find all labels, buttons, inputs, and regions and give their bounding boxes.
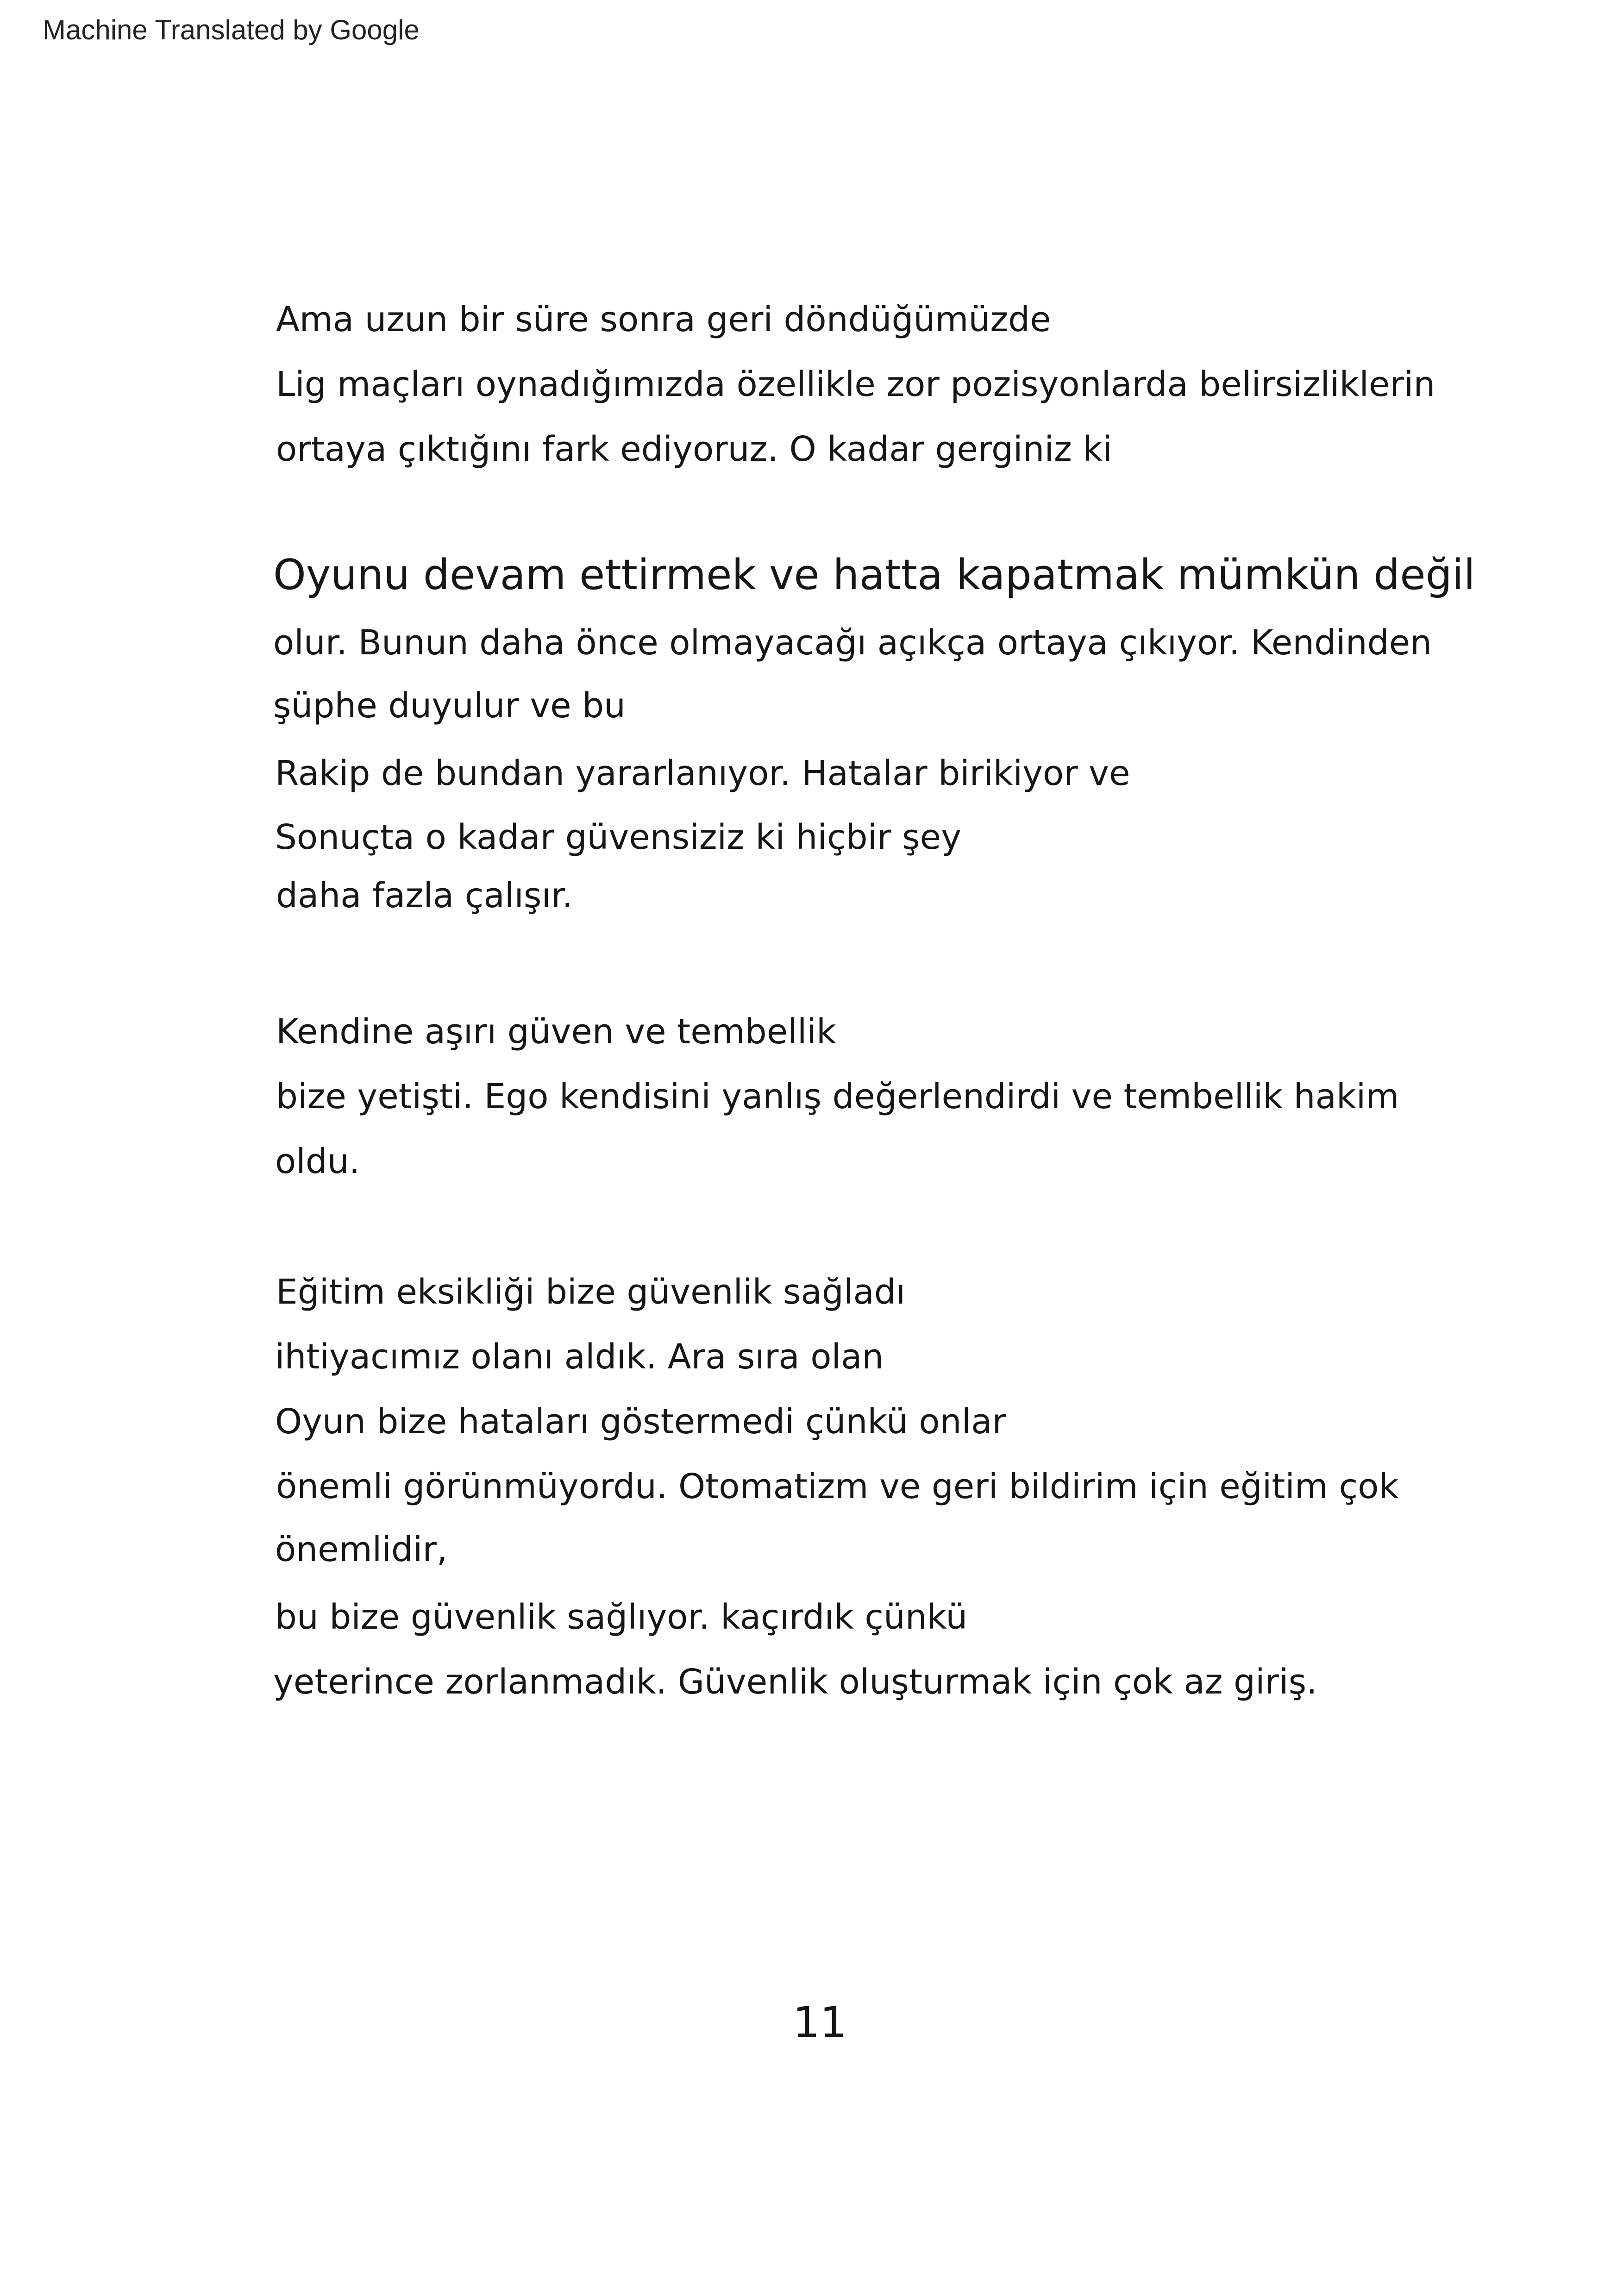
text-line: ihtiyacımız olanı aldık. Ara sıra olan	[275, 1337, 884, 1377]
text-line: bize yetişti. Ego kendisini yanlış değerlendirdi ve tembellik hakim	[276, 1077, 1399, 1117]
page-number: 11	[793, 1998, 847, 2047]
text-line: Rakip de bundan yararlanıyor. Hatalar birikiyor ve	[275, 753, 1130, 793]
text-line: önemlidir,	[275, 1530, 448, 1569]
text-line: Sonuçta o kadar güvensiziz ki hiçbir şey	[275, 817, 961, 857]
text-line: önemli görünmüyordu. Otomatizm ve geri bildirim için eğitim çok	[276, 1467, 1399, 1506]
text-line: daha fazla çalışır.	[276, 876, 573, 916]
machine-translation-header: Machine Translated by Google	[43, 14, 420, 45]
text-line: Oyun bize hataları göstermedi çünkü onlar	[275, 1402, 1006, 1442]
text-line: Kendine aşırı güven ve tembellik	[276, 1012, 836, 1052]
text-line: olur. Bunun daha önce olmayacağı açıkça ortaya çıkıyor. Kendinden	[273, 623, 1432, 663]
text-line: ortaya çıktığını fark ediyoruz. O kadar gerginiz ki	[276, 429, 1112, 469]
text-line: yeterince zorlanmadık. Güvenlik oluşturmak için çok az giriş.	[273, 1662, 1317, 1702]
text-line: şüphe duyulur ve bu	[273, 686, 626, 726]
text-line: oldu.	[275, 1142, 360, 1181]
text-line: Ama uzun bir süre sonra geri döndüğümüzde	[276, 300, 1051, 339]
text-line: Eğitim eksikliği bize güvenlik sağladı	[276, 1272, 906, 1312]
text-line: Lig maçları oynadığımızda özellikle zor pozisyonlarda belirsizliklerin	[276, 364, 1435, 404]
text-line: Oyunu devam ettirmek ve hatta kapatmak mümkün değil	[273, 551, 1475, 599]
text-line: bu bize güvenlik sağlıyor. kaçırdık çünkü	[275, 1597, 968, 1637]
